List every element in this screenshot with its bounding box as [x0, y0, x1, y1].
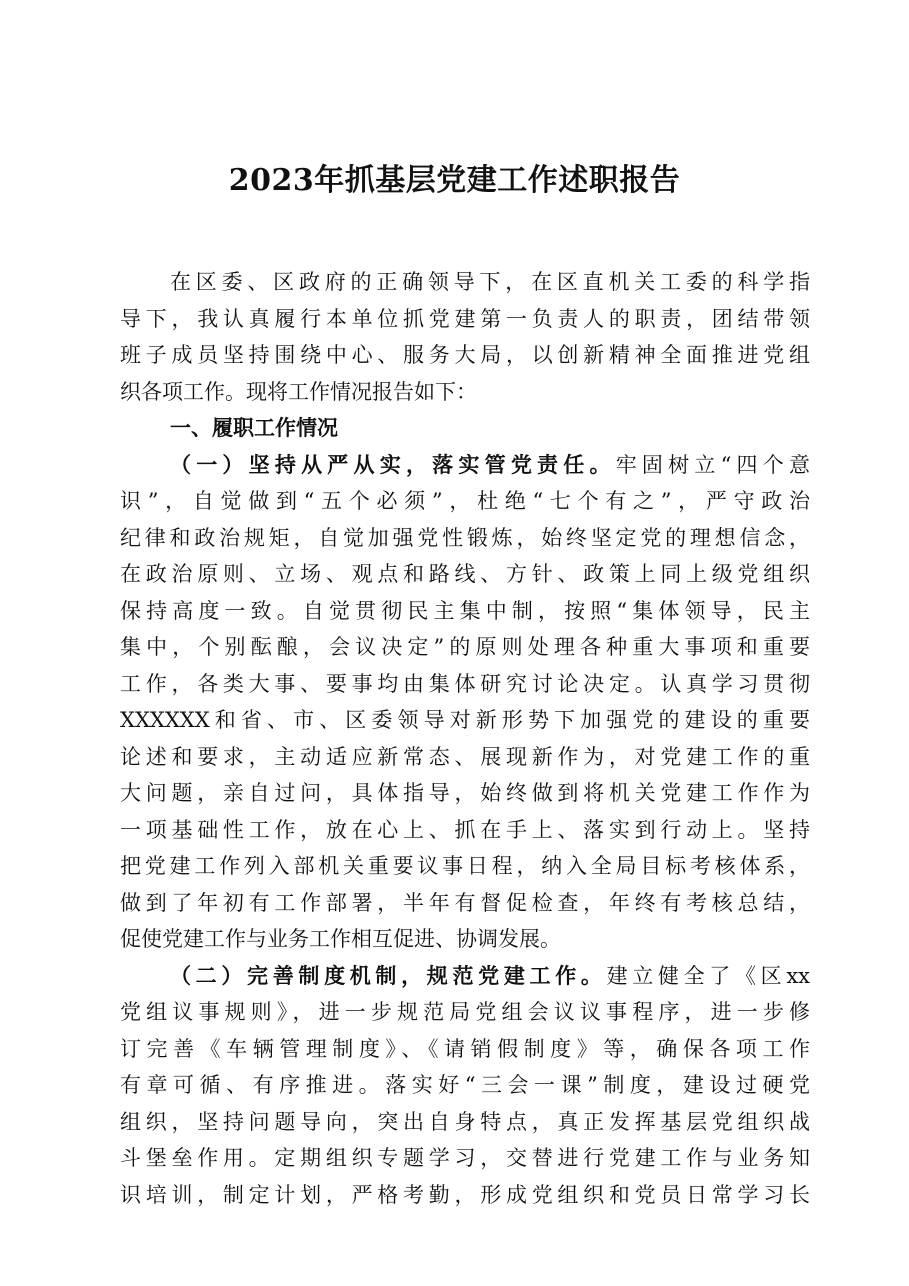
paragraph-text: 牢固树立“四个意 — [615, 452, 810, 477]
paragraph-lead: （二）完善制度机制，规范党建工作。 — [170, 962, 607, 988]
paragraph-line: 保持高度一致。自觉贯彻民主集中制，按照“集体领导，民主 — [120, 598, 810, 623]
paragraph-first-line — [120, 447, 810, 484]
paragraph-line: 一项基础性工作，放在心上、抓在手上、落实到行动上。坚持 — [120, 817, 810, 842]
paragraph-line: 识”，自觉做到“五个必须”，杜绝“七个有之”，严守政治 — [120, 489, 810, 513]
paragraph-line: 把党建工作列入部机关重要议事日程，纳入全局目标考核体系， — [120, 854, 810, 878]
paragraph-line: XXXXXX和省、市、区委领导对新形势下加强党的建设的重要 — [120, 708, 810, 732]
paragraph-line: 斗堡垒作用。定期组织专题学习，交替进行党建工作与业务知 — [120, 1146, 810, 1170]
paragraph-text: 建立健全了《区xx — [606, 963, 811, 988]
paragraph-line: 组织，坚持问题导向，突出自身特点，真正发挥基层党组织战 — [120, 1109, 810, 1134]
page-title: 2023年抓基层党建工作述职报告 — [228, 163, 681, 198]
document-body — [120, 264, 810, 1213]
paragraph-line: 纪律和政治规矩，自觉加强党性锻炼，始终坚定党的理想信念， — [120, 525, 810, 550]
paragraph-line: 在政治原则、立场、观点和路线、方针、政策上同上级党组织 — [120, 562, 810, 586]
paragraph-line: 有章可循、有序推进。落实好“三会一课”制度，建设过硬党 — [120, 1073, 810, 1097]
intro-line: 织各项工作。现将工作情况报告如下： — [120, 379, 477, 404]
intro-line: 导下，我认真履行本单位抓党建第一负责人的职责，团结带领 — [120, 306, 810, 331]
intro-line: 在区委、区政府的正确领导下，在区直机关工委的科学指 — [170, 270, 810, 294]
paragraph-line: 大问题，亲自过问，具体指导，始终做到将机关党建工作作为 — [120, 781, 810, 805]
intro-line: 班子成员坚持围绕中心、服务大局，以创新精神全面推进党组 — [120, 343, 810, 367]
paragraph-line: 党组议事规则》，进一步规范局党组会议议事程序，进一步修 — [120, 1000, 810, 1024]
section-heading: 一、履职工作情况 — [170, 415, 338, 440]
paragraph-lead: （一）坚持从严从实，落实管党责任。 — [170, 451, 616, 477]
paragraph-line: 工作，各类大事、要事均由集体研究讨论决定。认真学习贯彻 — [120, 671, 810, 696]
paragraph-line: 识培训，制定计划，严格考勤，形成党组织和党员日常学习长 — [120, 1182, 810, 1207]
paragraph-line: 集中，个别酝酿，会议决定”的原则处理各种重大事项和重要 — [120, 635, 810, 659]
paragraph-line: 论述和要求，主动适应新常态、展现新作为，对党建工作的重 — [120, 744, 810, 769]
paragraph-line: 做到了年初有工作部署，半年有督促检查，年终有考核总结， — [120, 890, 810, 915]
paragraph-line: 促使党建工作与业务工作相互促进、协调发展。 — [120, 927, 561, 951]
paragraph-first-line — [120, 958, 810, 995]
paragraph-line: 订完善《车辆管理制度》、《请销假制度》等，确保各项工作 — [120, 1036, 810, 1061]
